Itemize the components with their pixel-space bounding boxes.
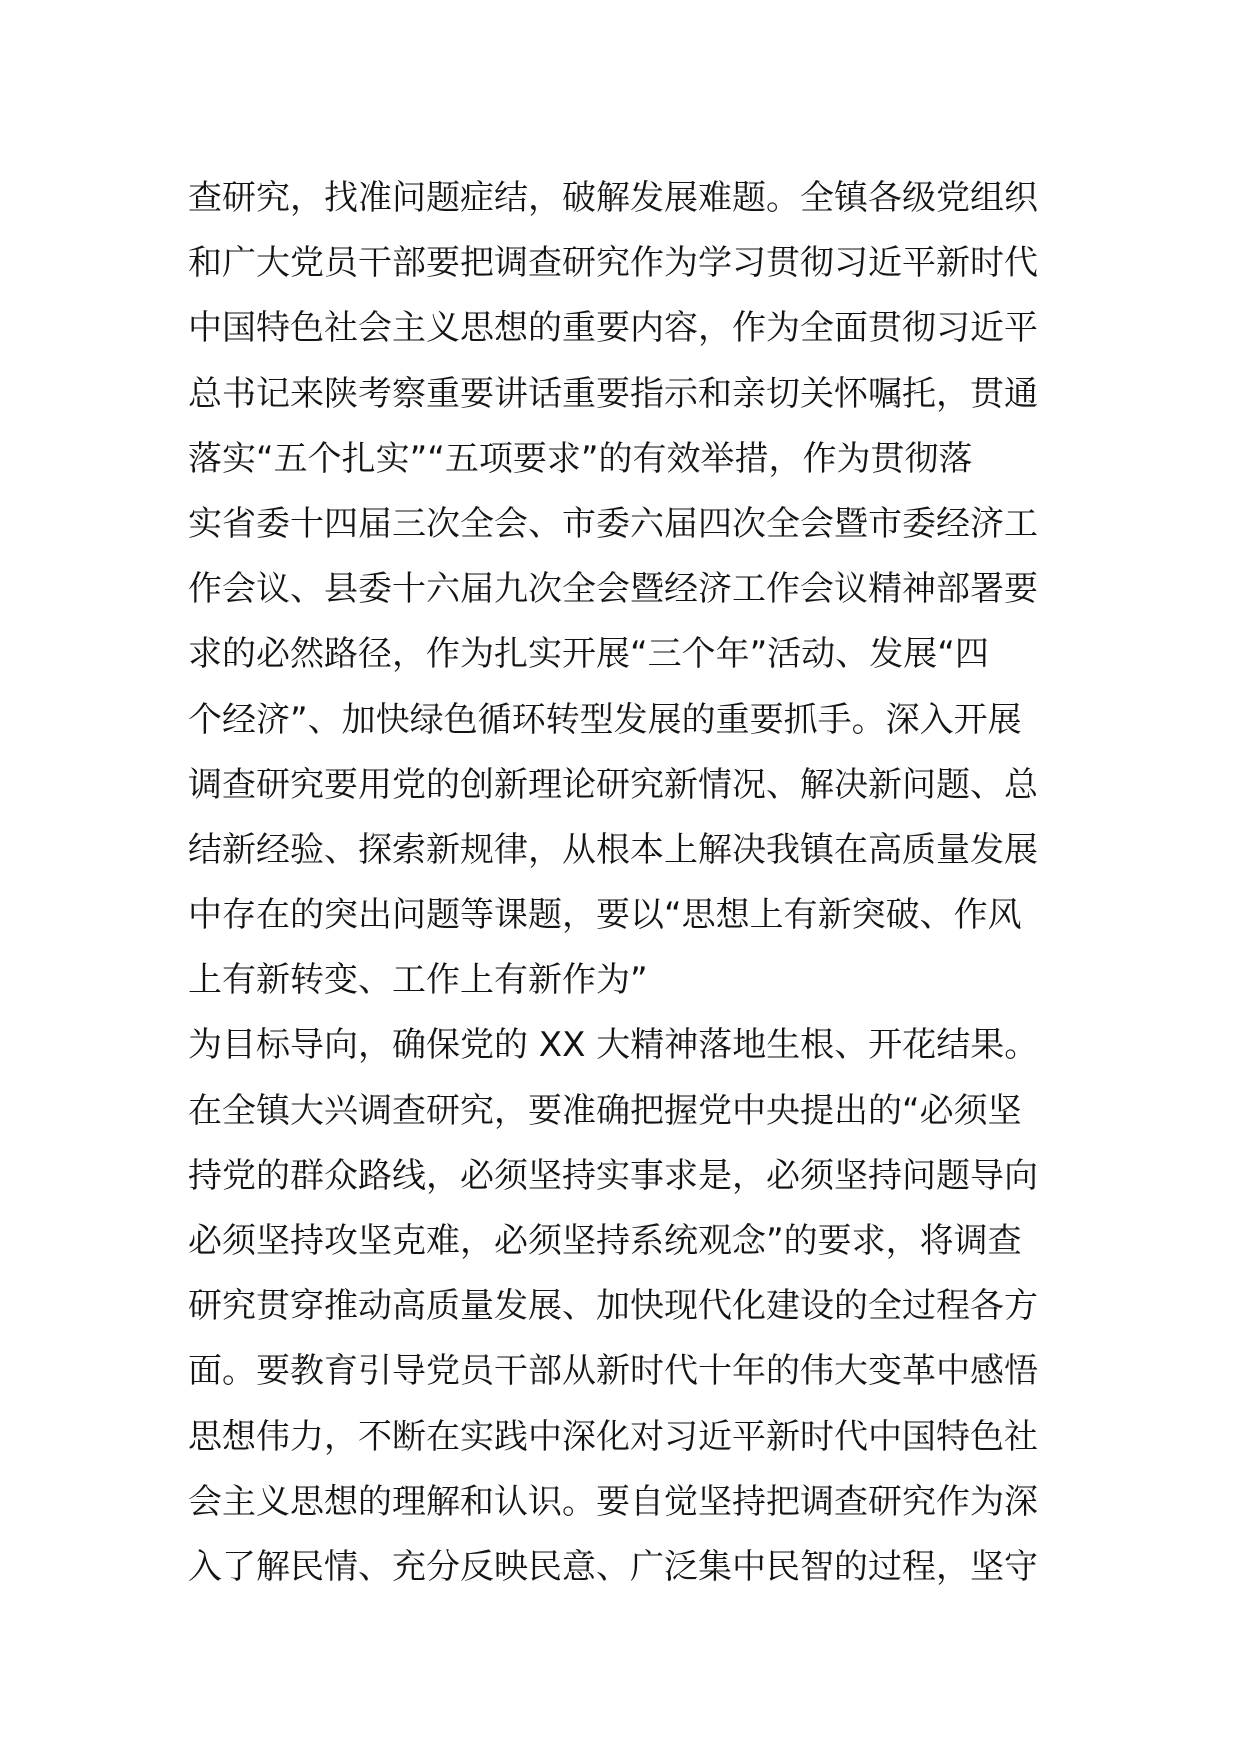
text-line: 面。要教育引导党员干部从新时代十年的伟大变革中感悟 [188,1351,1038,1392]
body-text [188,166,1068,1600]
text-line: 中国特色社会主义思想的重要内容，作为全面贯彻习近平 [188,308,1038,349]
text-line: 持党的群众路线，必须坚持实事求是，必须坚持问题导向 [188,1155,1038,1196]
text-line: 上有新转变、工作上有新作为” [188,960,648,1001]
text-line: 必须坚持攻坚克难，必须坚持系统观念”的要求，将调查 [188,1221,1022,1261]
text-line: 落实“五个扎实”“五项要求”的有效举措，作为贯彻落 [188,438,973,479]
text-line: 结新经验、探索新规律，从根本上解决我镇在高质量发展 [188,829,1038,870]
text-line: 作会议、县委十六届九次全会暨经济工作会议精神部署要 [188,569,1038,610]
text-line: 中存在的突出问题等课题，要以“思想上有新突破、作风 [188,895,1022,936]
text-line: 求的必然路径，作为扎实开展“三个年”活动、发展“四 [188,634,989,675]
text-line: 在全镇大兴调查研究，要准确把握党中央提出的“必须坚 [188,1090,1022,1131]
text-line: 思想伟力，不断在实践中深化对习近平新时代中国特色社 [188,1416,1038,1457]
text-line: 查研究，找准问题症结，破解发展难题。全镇各级党组织 [188,178,1038,218]
text-line: 个经济”、加快绿色循环转型发展的重要抓手。深入开展 [188,699,1022,740]
text-line: 实省委十四届三次全会、市委六届四次全会暨市委经济工 [188,503,1038,544]
text-line: 和广大党员干部要把调查研究作为学习贯彻习近平新时代 [188,243,1038,284]
text-line: 研究贯穿推动高质量发展、加快现代化建设的全过程各方 [188,1286,1038,1327]
text-line: 为目标导向，确保党的 XX 大精神落地生根、开花结果。 [188,1025,1039,1066]
text-line: 总书记来陕考察重要讲话重要指示和亲切关怀嘱托，贯通 [188,373,1038,414]
text-line: 会主义思想的理解和认识。要自觉坚持把调查研究作为深 [188,1481,1038,1522]
text-line: 调查研究要用党的创新理论研究新情况、解决新问题、总 [188,764,1038,805]
text-line: 入了解民情、充分反映民意、广泛集中民智的过程，坚守 [188,1546,1038,1587]
